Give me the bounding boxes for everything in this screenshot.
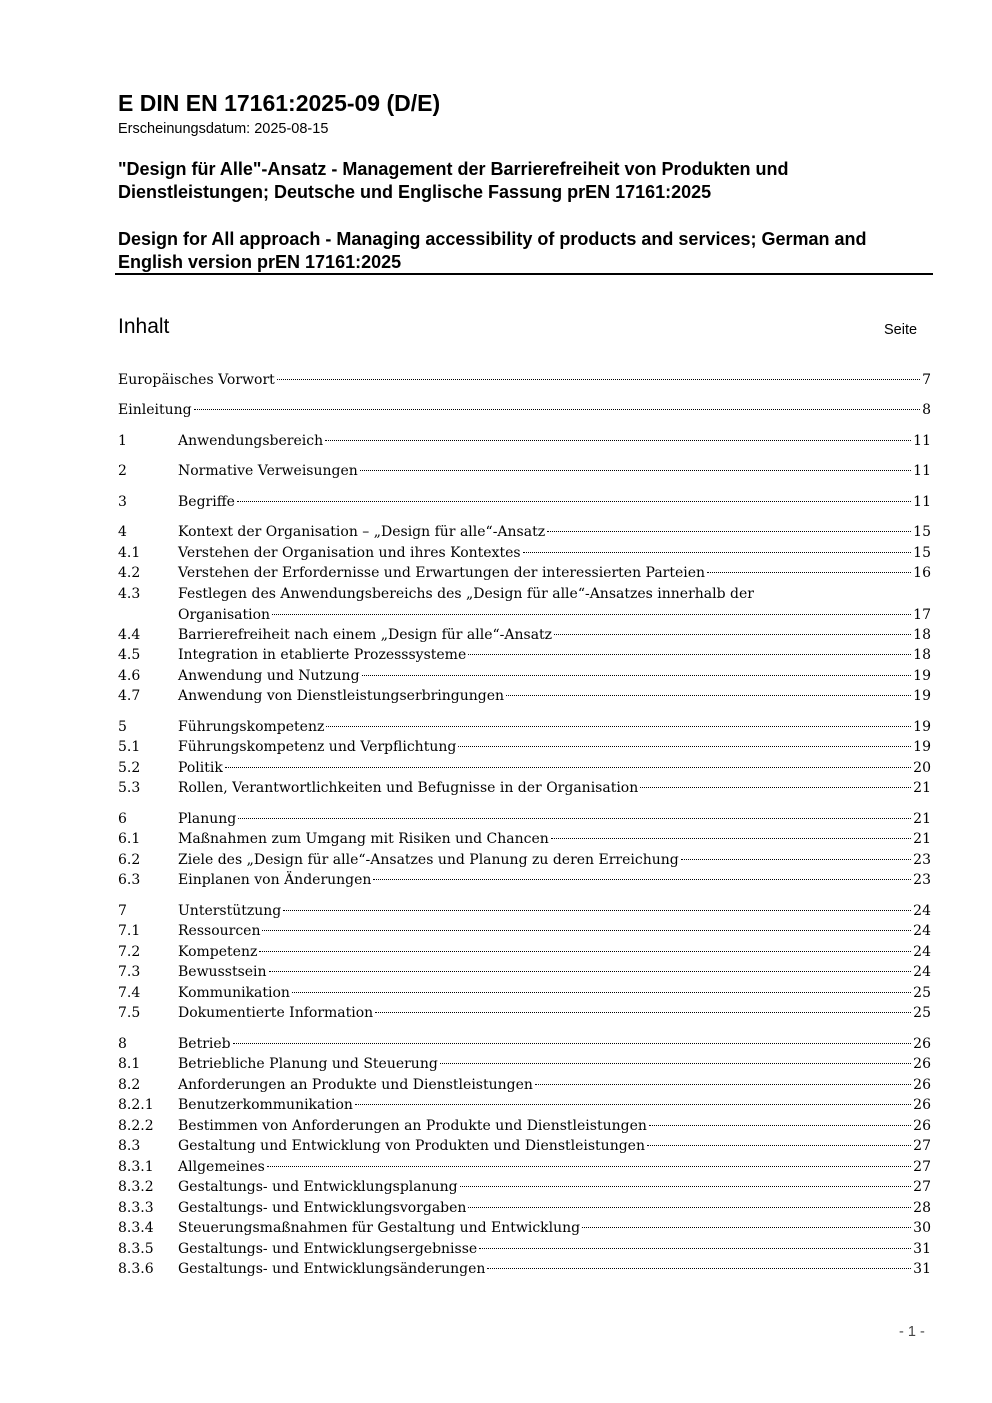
toc-entry-number: 4.2 [118, 565, 141, 581]
toc-entry-title: Politik [178, 760, 223, 776]
toc-entry[interactable] [118, 370, 931, 391]
toc-entry-page: 15 [913, 524, 931, 540]
toc-entry-number: 5.1 [118, 739, 141, 755]
toc-entry-page: 24 [913, 964, 931, 980]
toc-entry-number: 6.3 [118, 872, 141, 888]
toc-entry-page: 30 [913, 1220, 931, 1236]
dot-leader [259, 951, 911, 952]
toc-entry-title: Barrierefreiheit nach einem „Design für alle“-Ansatz [178, 627, 553, 643]
toc-entry-number: 7.4 [118, 985, 141, 1001]
toc-entry[interactable] [118, 983, 931, 1004]
toc-entry-title: Festlegen des Anwendungsbereichs des „Design für alle“-Ansatzes innerhalb der [178, 586, 754, 602]
toc-entry[interactable] [118, 850, 931, 871]
toc-entry[interactable] [118, 1054, 931, 1075]
title-german: "Design für Alle"-Ansatz - Management der Barrierefreiheit von Produkten und Dienstleistungen; Deutsche und Englische Fassung prEN 17161:2025 [118, 159, 789, 202]
toc-entry[interactable] [118, 1075, 931, 1096]
toc-entry[interactable] [118, 737, 931, 758]
dot-leader [681, 859, 911, 860]
toc-entry-title: Betriebliche Planung und Steuerung [178, 1056, 438, 1072]
toc-entry-page: 26 [913, 1077, 931, 1093]
toc-entry-number: 6 [118, 811, 127, 827]
toc-entry-page: 21 [913, 811, 931, 827]
dot-leader [479, 1248, 911, 1249]
toc-entry-number: 5.2 [118, 760, 141, 776]
toc-entry-number: 8.2.2 [118, 1118, 154, 1134]
toc-entry-page: 24 [913, 944, 931, 960]
toc-entry[interactable] [118, 1116, 931, 1137]
title-divider [115, 273, 933, 275]
toc-entry-page: 15 [913, 545, 931, 561]
toc-entry-number: 4 [118, 524, 127, 540]
toc-entry-title: Anwendung und Nutzung [178, 668, 360, 684]
dot-leader [506, 695, 911, 696]
toc-entry[interactable] [118, 1259, 931, 1280]
dot-leader [272, 614, 911, 615]
dot-leader [360, 470, 911, 471]
toc-entry[interactable] [118, 461, 931, 482]
toc-entry-title: Gestaltungs- und Entwicklungsergebnisse [178, 1241, 478, 1257]
dot-leader [283, 910, 911, 911]
toc-entry-number: 8 [118, 1036, 127, 1052]
dot-leader [487, 1268, 911, 1269]
toc-entry-page: 31 [913, 1241, 931, 1257]
toc-entry-title-continued: Organisation [178, 607, 271, 623]
toc-entry[interactable] [118, 400, 931, 421]
toc-entry[interactable] [118, 1198, 931, 1219]
toc-entry-page: 27 [913, 1138, 931, 1154]
toc-entry-page: 24 [913, 903, 931, 919]
toc-entry[interactable] [118, 942, 931, 963]
dot-leader [292, 992, 911, 993]
toc-entry[interactable] [118, 645, 931, 666]
toc-entry-number: 7.3 [118, 964, 141, 980]
toc-entry-title: Gestaltungs- und Entwicklungsänderungen [178, 1261, 486, 1277]
toc-entry[interactable] [118, 1177, 931, 1198]
toc-entry-number: 8.3.2 [118, 1179, 154, 1195]
toc-entry-page: 7 [922, 372, 931, 388]
toc-entry-page: 28 [913, 1200, 931, 1216]
toc-entry-title: Gestaltungs- und Entwicklungsvorgaben [178, 1200, 467, 1216]
toc-entry-number: 8.3.6 [118, 1261, 154, 1277]
toc-entry-page: 11 [913, 433, 931, 449]
toc-entry-page: 23 [913, 852, 931, 868]
toc-entry[interactable] [118, 921, 931, 942]
dot-leader [355, 1104, 911, 1105]
toc-entry-title: Rollen, Verantwortlichkeiten und Befugnisse in der Organisation [178, 780, 639, 796]
toc-entry[interactable] [118, 1239, 931, 1260]
dot-leader [460, 1186, 912, 1187]
toc-entry-title: Betrieb [178, 1036, 231, 1052]
toc-entry[interactable] [118, 809, 931, 830]
toc-entry-page: 26 [913, 1036, 931, 1052]
toc-entry-title: Führungskompetenz [178, 719, 325, 735]
toc-entry-number: 8.3.1 [118, 1159, 154, 1175]
toc-entry-number: 8.3.5 [118, 1241, 154, 1257]
toc-entry-title: Kontext der Organisation – „Design für alle“-Ansatz [178, 524, 546, 540]
dot-leader [267, 1166, 911, 1167]
toc-entry-title: Gestaltung und Entwicklung von Produkten und Dienstleistungen [178, 1138, 645, 1154]
dot-leader [373, 879, 911, 880]
toc-entry-page: 23 [913, 872, 931, 888]
dot-leader [649, 1125, 911, 1126]
toc-entry-page: 19 [913, 688, 931, 704]
toc-entry-number: 8.3.3 [118, 1200, 154, 1216]
dot-leader [194, 409, 921, 410]
toc-entry-page: 20 [913, 760, 931, 776]
toc-entry-number: 5.3 [118, 780, 141, 796]
dot-leader [468, 654, 911, 655]
dot-leader [440, 1063, 911, 1064]
dot-leader [458, 746, 911, 747]
toc-entry[interactable] [118, 522, 931, 543]
dot-leader [277, 379, 920, 380]
toc-entry[interactable] [118, 1157, 931, 1178]
toc-entry-title: Steuerungsmaßnahmen für Gestaltung und Entwicklung [178, 1220, 581, 1236]
toc-entry-title: Anwendung von Dienstleistungserbringungen [178, 688, 505, 704]
toc-entry[interactable] [118, 1218, 931, 1239]
dot-leader [326, 726, 911, 727]
toc-entry-title: Einplanen von Änderungen [178, 872, 372, 888]
toc-entry-number: 1 [118, 433, 127, 449]
toc-entry-title: Kommunikation [178, 985, 290, 1001]
toc-entry-title: Maßnahmen zum Umgang mit Risiken und Chancen [178, 831, 549, 847]
publication-date: Erscheinungsdatum: 2025-08-15 [118, 121, 329, 137]
dot-leader [225, 767, 911, 768]
dot-leader [547, 531, 911, 532]
dot-leader [237, 501, 911, 502]
toc-page-header: Seite [884, 322, 918, 338]
toc-entry[interactable] [118, 829, 931, 850]
dot-leader [468, 1207, 911, 1208]
toc-entry[interactable] [118, 778, 931, 799]
toc-entry[interactable] [118, 901, 931, 922]
toc-entry-page: 11 [913, 463, 931, 479]
toc-entry-number: 2 [118, 463, 127, 479]
toc-entry[interactable] [118, 962, 931, 983]
toc-entry[interactable] [118, 666, 931, 687]
dot-leader [582, 1227, 911, 1228]
toc-entry[interactable] [118, 1136, 931, 1157]
toc-entry-page: 31 [913, 1261, 931, 1277]
toc-entry-number: 7.1 [118, 923, 141, 939]
toc-entry[interactable] [118, 1034, 931, 1055]
toc-entry-title: Bestimmen von Anforderungen an Produkte und Dienstleistungen [178, 1118, 647, 1134]
toc-entry-title: Einleitung [118, 402, 192, 418]
toc-entry-title: Normative Verweisungen [178, 463, 358, 479]
dot-leader [640, 787, 911, 788]
toc-entry[interactable] [118, 492, 931, 513]
toc-entry[interactable] [118, 1003, 931, 1024]
toc-heading: Inhalt [118, 315, 170, 338]
toc-entry-title: Anwendungsbereich [178, 433, 324, 449]
toc-entry-number: 6.2 [118, 852, 141, 868]
toc-entry-number: 4.1 [118, 545, 141, 561]
toc-entry-title: Verstehen der Organisation und ihres Kontextes [178, 545, 521, 561]
toc-entry-number: 4.6 [118, 668, 141, 684]
dot-leader [262, 930, 911, 931]
toc-entry-number: 7.2 [118, 944, 141, 960]
dot-leader [238, 818, 911, 819]
toc-entry-page: 19 [913, 719, 931, 735]
toc-entry-page: 8 [922, 402, 931, 418]
toc-entry-number: 8.3.4 [118, 1220, 154, 1236]
toc-entry[interactable] [118, 870, 931, 891]
toc-entry-title: Allgemeines [178, 1159, 265, 1175]
toc-entry-title: Bewusstsein [178, 964, 267, 980]
dot-leader [375, 1012, 911, 1013]
toc-entry-number: 8.2 [118, 1077, 141, 1093]
toc-entry-number: 6.1 [118, 831, 141, 847]
toc-entry-page: 16 [913, 565, 931, 581]
toc-entry-page: 21 [913, 831, 931, 847]
dot-leader [362, 675, 912, 676]
dot-leader [707, 572, 911, 573]
dot-leader [647, 1145, 911, 1146]
toc-entry-title: Begriffe [178, 494, 235, 510]
toc-entry-page: 18 [913, 627, 931, 643]
dot-leader [551, 838, 911, 839]
dot-leader [523, 552, 912, 553]
dot-leader [269, 971, 912, 972]
toc-entry-title: Europäisches Vorwort [118, 372, 275, 388]
dot-leader [325, 440, 911, 441]
toc-entry-title: Ziele des „Design für alle“-Ansatzes und Planung zu deren Erreichung [178, 852, 679, 868]
toc-entry-title: Planung [178, 811, 237, 827]
toc-entry-title: Unterstützung [178, 903, 282, 919]
toc-entry-page: 21 [913, 780, 931, 796]
toc-entry-title: Anforderungen an Produkte und Dienstleistungen [178, 1077, 533, 1093]
document-code: E DIN EN 17161:2025-09 (D/E) [118, 90, 441, 116]
toc-entry-title: Benutzerkommunikation [178, 1097, 353, 1113]
toc-entry-number: 8.3 [118, 1138, 141, 1154]
toc-entry-page: 18 [913, 647, 931, 663]
toc-entry-page: 11 [913, 494, 931, 510]
toc-entry-page: 25 [913, 1005, 931, 1021]
toc-entry-page: 19 [913, 668, 931, 684]
toc-entry-number: 7.5 [118, 1005, 141, 1021]
dot-leader [554, 634, 911, 635]
toc-entry-page: 26 [913, 1097, 931, 1113]
toc-entry-title: Dokumentierte Information [178, 1005, 374, 1021]
toc-entry-title: Ressourcen [178, 923, 261, 939]
title-english: Design for All approach - Managing accessibility of products and services; German and English version prEN 17161:2025 [118, 229, 867, 272]
toc-entry-title: Verstehen der Erfordernisse und Erwartungen der interessierten Parteien [178, 565, 706, 581]
toc-entry[interactable] [118, 543, 931, 564]
toc-entry-number: 3 [118, 494, 127, 510]
toc-entry[interactable] [118, 625, 931, 646]
toc-entry[interactable] [118, 563, 931, 584]
toc-entry[interactable] [118, 686, 931, 707]
toc-entry-number: 7 [118, 903, 127, 919]
page-number: - 1 - [899, 1324, 925, 1340]
toc-entry-page: 26 [913, 1118, 931, 1134]
toc-entry-number: 4.5 [118, 647, 141, 663]
toc-entry-number: 4.7 [118, 688, 141, 704]
toc-entry-page: 19 [913, 739, 931, 755]
toc-entry-number: 8.1 [118, 1056, 141, 1072]
toc-entry-number: 4.3 [118, 586, 141, 602]
toc-entry-number: 8.2.1 [118, 1097, 154, 1113]
toc-entry-page: 24 [913, 923, 931, 939]
toc-entry-page: 26 [913, 1056, 931, 1072]
toc-entry-title: Integration in etablierte Prozesssysteme [178, 647, 467, 663]
toc-entry[interactable] [118, 431, 931, 452]
toc-entry-title: Kompetenz [178, 944, 258, 960]
toc-entry-page: 27 [913, 1179, 931, 1195]
toc-entry-page: 17 [913, 607, 931, 623]
toc-entry-number: 5 [118, 719, 127, 735]
toc-entry[interactable] [118, 758, 931, 779]
toc-entry-title: Führungskompetenz und Verpflichtung [178, 739, 457, 755]
toc-entry[interactable] [118, 584, 931, 626]
dot-leader [535, 1084, 911, 1085]
dot-leader [233, 1043, 912, 1044]
toc-entry-title: Gestaltungs- und Entwicklungsplanung [178, 1179, 458, 1195]
toc-entry[interactable] [118, 1095, 931, 1116]
toc-entry-number: 4.4 [118, 627, 141, 643]
toc-entry-page: 25 [913, 985, 931, 1001]
toc-entry[interactable] [118, 717, 931, 738]
toc-entry-page: 27 [913, 1159, 931, 1175]
